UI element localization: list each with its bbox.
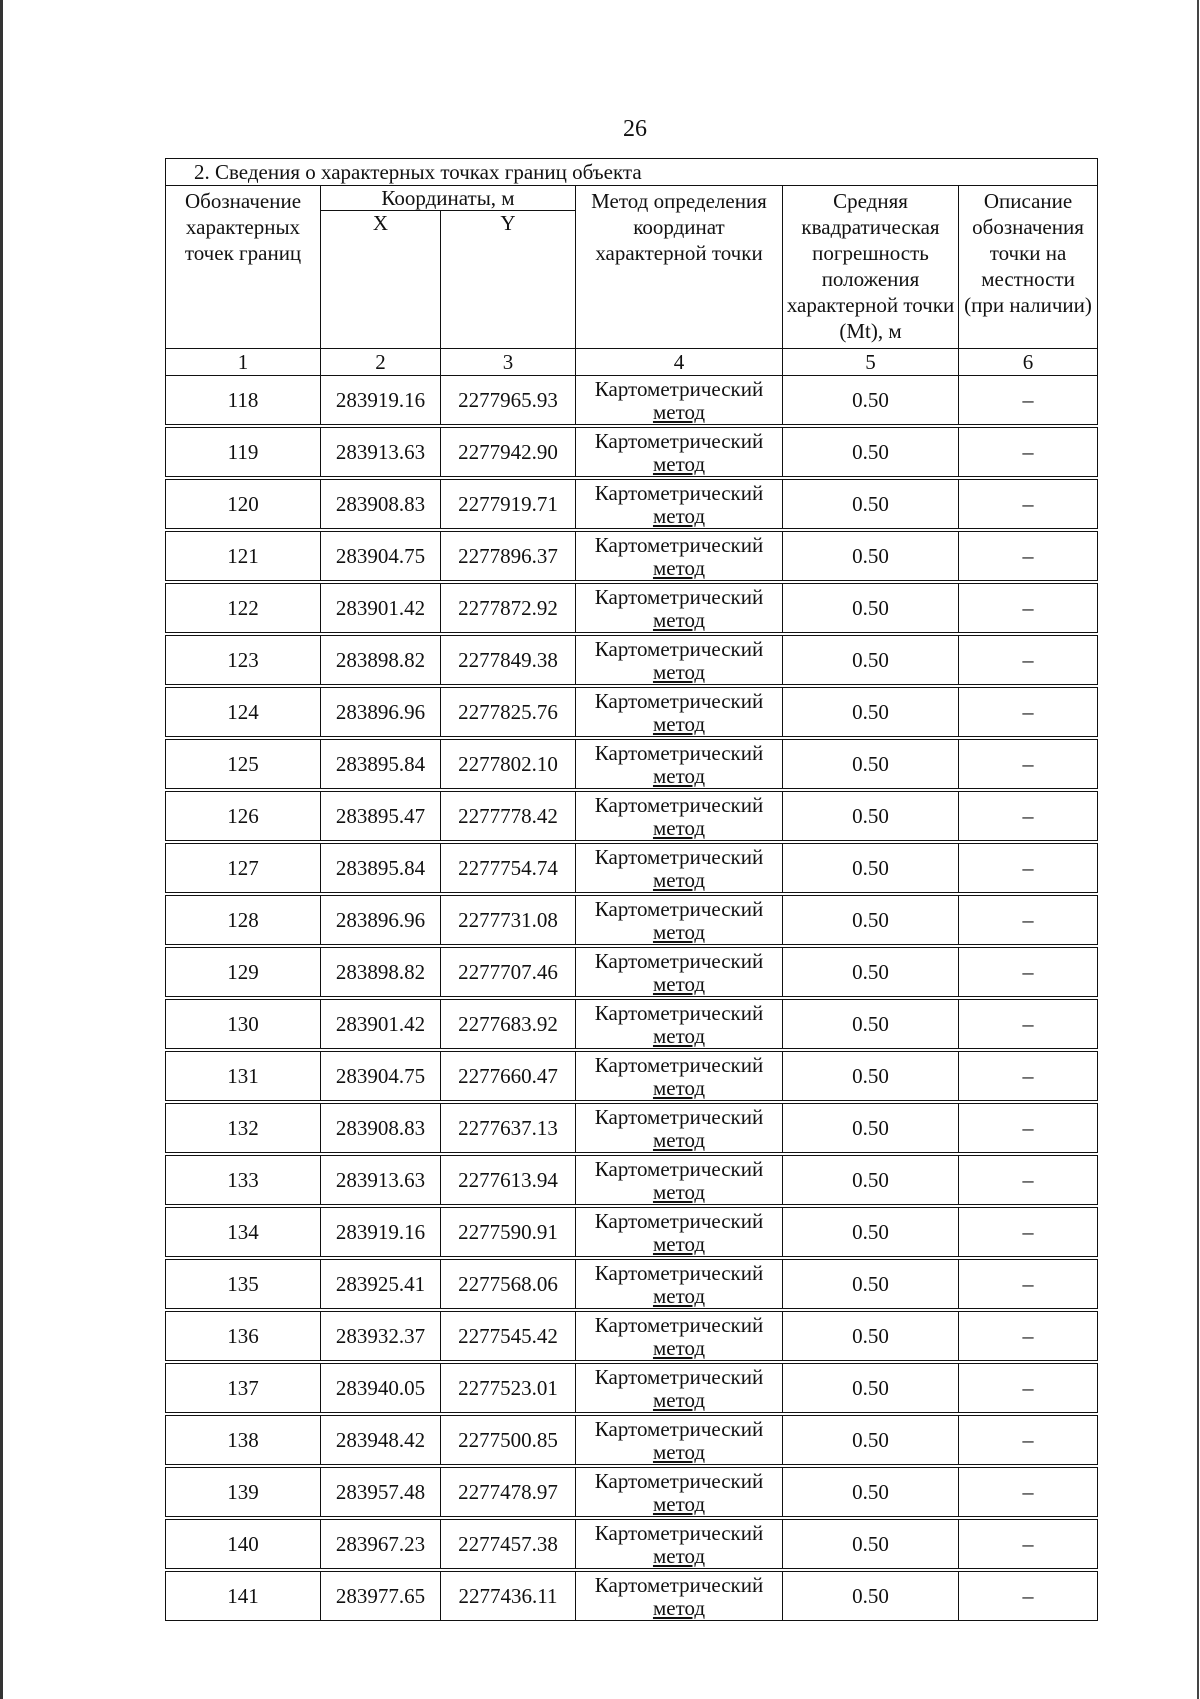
method-cell	[576, 688, 783, 737]
scan-edge-left	[0, 0, 3, 1699]
coord-y-cell: 2277942.90	[441, 428, 576, 477]
mt-cell: 0.50	[783, 1416, 959, 1465]
mt-cell: 0.50	[783, 1468, 959, 1517]
method-word-2: метод	[652, 1440, 706, 1464]
point-id-cell: 135	[166, 1260, 321, 1309]
mt-cell: 0.50	[783, 1364, 959, 1413]
coord-x-cell: 283895.84	[321, 844, 441, 893]
header-method: Метод определения координат характерной точки	[576, 186, 783, 349]
coord-x-cell: 283908.83	[321, 1104, 441, 1153]
table-row	[166, 428, 1098, 477]
coord-y-cell: 2277500.85	[441, 1416, 576, 1465]
method-cell	[576, 1208, 783, 1257]
table-row	[166, 1208, 1098, 1257]
method-word-2: метод	[652, 1336, 706, 1360]
method-cell	[576, 1104, 783, 1153]
description-cell: –	[959, 688, 1098, 737]
method-cell	[576, 1468, 783, 1517]
point-id-cell: 127	[166, 844, 321, 893]
description-cell: –	[959, 636, 1098, 685]
method-word-2: метод	[652, 1596, 706, 1620]
method-cell	[576, 792, 783, 841]
coord-x-cell: 283913.63	[321, 428, 441, 477]
method-word-1: Картометрический	[594, 637, 764, 661]
mt-cell: 0.50	[783, 740, 959, 789]
mt-cell: 0.50	[783, 428, 959, 477]
method-cell	[576, 1156, 783, 1205]
method-cell	[576, 740, 783, 789]
method-word-2: метод	[652, 972, 706, 996]
table-row	[166, 584, 1098, 633]
description-cell: –	[959, 948, 1098, 997]
coord-y-cell: 2277660.47	[441, 1052, 576, 1101]
column-number: 5	[783, 349, 959, 376]
description-cell: –	[959, 1000, 1098, 1049]
coord-x-cell: 283896.96	[321, 896, 441, 945]
column-number: 3	[441, 349, 576, 376]
method-word-1: Картометрический	[594, 1521, 764, 1545]
table-row	[166, 376, 1098, 425]
method-word-1: Картометрический	[594, 533, 764, 557]
coord-x-cell: 283967.23	[321, 1520, 441, 1569]
mt-cell: 0.50	[783, 1208, 959, 1257]
point-id-cell: 140	[166, 1520, 321, 1569]
method-word-2: метод	[652, 1180, 706, 1204]
coord-x-cell: 283919.16	[321, 1208, 441, 1257]
point-id-cell: 137	[166, 1364, 321, 1413]
table-row	[166, 1052, 1098, 1101]
table-row	[166, 948, 1098, 997]
method-word-1: Картометрический	[594, 741, 764, 765]
column-number: 6	[959, 349, 1098, 376]
method-cell	[576, 376, 783, 425]
method-word-2: метод	[652, 1492, 706, 1516]
coord-x-cell: 283948.42	[321, 1416, 441, 1465]
table-row	[166, 1260, 1098, 1309]
method-cell	[576, 428, 783, 477]
description-cell: –	[959, 1468, 1098, 1517]
method-word-1: Картометрический	[594, 949, 764, 973]
point-id-cell: 138	[166, 1416, 321, 1465]
method-word-2: метод	[652, 556, 706, 580]
scan-edge-right	[1197, 0, 1199, 1699]
method-word-2: метод	[652, 660, 706, 684]
coord-y-cell: 2277568.06	[441, 1260, 576, 1309]
method-cell	[576, 636, 783, 685]
point-id-cell: 119	[166, 428, 321, 477]
table-row	[166, 1572, 1098, 1621]
description-cell: –	[959, 1052, 1098, 1101]
method-word-1: Картометрический	[594, 1573, 764, 1597]
table-row	[166, 792, 1098, 841]
method-word-2: метод	[652, 816, 706, 840]
method-cell	[576, 1312, 783, 1361]
coord-y-cell: 2277637.13	[441, 1104, 576, 1153]
point-id-cell: 118	[166, 376, 321, 425]
coord-y-cell: 2277896.37	[441, 532, 576, 581]
description-cell: –	[959, 1312, 1098, 1361]
method-cell	[576, 1052, 783, 1101]
description-cell: –	[959, 1208, 1098, 1257]
mt-cell: 0.50	[783, 1260, 959, 1309]
coord-x-cell: 283940.05	[321, 1364, 441, 1413]
method-word-2: метод	[652, 1024, 706, 1048]
method-word-1: Картометрический	[594, 429, 764, 453]
method-cell	[576, 480, 783, 529]
table-row	[166, 896, 1098, 945]
mt-cell: 0.50	[783, 532, 959, 581]
column-number: 2	[321, 349, 441, 376]
description-cell: –	[959, 1260, 1098, 1309]
coord-x-cell: 283904.75	[321, 1052, 441, 1101]
description-cell: –	[959, 1416, 1098, 1465]
mt-cell: 0.50	[783, 844, 959, 893]
method-cell	[576, 896, 783, 945]
coord-y-cell: 2277825.76	[441, 688, 576, 737]
method-word-1: Картометрический	[594, 1209, 764, 1233]
coord-x-cell: 283977.65	[321, 1572, 441, 1621]
point-id-cell: 124	[166, 688, 321, 737]
coord-y-cell: 2277457.38	[441, 1520, 576, 1569]
header-error: Средняя квадратическая погрешность положения характерной точки (Mt), м	[783, 186, 959, 349]
coord-x-cell: 283957.48	[321, 1468, 441, 1517]
table-row	[166, 1312, 1098, 1361]
mt-cell: 0.50	[783, 1156, 959, 1205]
coord-x-cell: 283895.84	[321, 740, 441, 789]
point-id-cell: 130	[166, 1000, 321, 1049]
coord-y-cell: 2277849.38	[441, 636, 576, 685]
method-word-1: Картометрический	[594, 1053, 764, 1077]
point-id-cell: 132	[166, 1104, 321, 1153]
method-word-2: метод	[652, 504, 706, 528]
description-cell: –	[959, 1104, 1098, 1153]
method-word-1: Картометрический	[594, 1261, 764, 1285]
table-body	[166, 376, 1098, 1621]
coord-x-cell: 283904.75	[321, 532, 441, 581]
method-word-2: метод	[652, 608, 706, 632]
description-cell: –	[959, 844, 1098, 893]
method-word-1: Картометрический	[594, 689, 764, 713]
coord-x-cell: 283913.63	[321, 1156, 441, 1205]
method-word-2: метод	[652, 1232, 706, 1256]
coord-x-cell: 283919.16	[321, 376, 441, 425]
method-cell	[576, 1000, 783, 1049]
method-word-1: Картометрический	[594, 1105, 764, 1129]
method-word-1: Картометрический	[594, 1469, 764, 1493]
mt-cell: 0.50	[783, 1000, 959, 1049]
method-word-2: метод	[652, 1076, 706, 1100]
method-word-2: метод	[652, 452, 706, 476]
method-cell	[576, 532, 783, 581]
point-id-cell: 125	[166, 740, 321, 789]
method-word-2: метод	[652, 1128, 706, 1152]
coord-y-cell: 2277731.08	[441, 896, 576, 945]
method-word-2: метод	[652, 1284, 706, 1308]
point-id-cell: 134	[166, 1208, 321, 1257]
mt-cell: 0.50	[783, 636, 959, 685]
mt-cell: 0.50	[783, 1052, 959, 1101]
method-cell	[576, 844, 783, 893]
column-number: 4	[576, 349, 783, 376]
coord-y-cell: 2277613.94	[441, 1156, 576, 1205]
description-cell: –	[959, 584, 1098, 633]
point-id-cell: 126	[166, 792, 321, 841]
table-row	[166, 1520, 1098, 1569]
coord-y-cell: 2277778.42	[441, 792, 576, 841]
mt-cell: 0.50	[783, 896, 959, 945]
description-cell: –	[959, 1520, 1098, 1569]
method-word-1: Картометрический	[594, 377, 764, 401]
method-cell	[576, 1364, 783, 1413]
mt-cell: 0.50	[783, 1104, 959, 1153]
point-id-cell: 121	[166, 532, 321, 581]
table-row	[166, 636, 1098, 685]
method-word-1: Картометрический	[594, 897, 764, 921]
boundary-points-table	[165, 158, 1098, 1621]
method-word-2: метод	[652, 712, 706, 736]
point-id-cell: 131	[166, 1052, 321, 1101]
point-id-cell: 141	[166, 1572, 321, 1621]
description-cell: –	[959, 1364, 1098, 1413]
coord-x-cell: 283898.82	[321, 636, 441, 685]
coord-x-cell: 283925.41	[321, 1260, 441, 1309]
table-row	[166, 740, 1098, 789]
table-row	[166, 1468, 1098, 1517]
description-cell: –	[959, 480, 1098, 529]
coord-y-cell: 2277802.10	[441, 740, 576, 789]
coord-y-cell: 2277545.42	[441, 1312, 576, 1361]
table-caption: 2. Сведения о характерных точках границ объекта	[166, 159, 1098, 186]
method-cell	[576, 584, 783, 633]
description-cell: –	[959, 1572, 1098, 1621]
method-word-1: Картометрический	[594, 1001, 764, 1025]
column-number: 1	[166, 349, 321, 376]
method-cell	[576, 948, 783, 997]
method-word-1: Картометрический	[594, 1417, 764, 1441]
header-description: Описание обозначения точки на местности (при наличии)	[959, 186, 1098, 349]
boundary-points-table-wrap	[165, 158, 1097, 1621]
point-id-cell: 128	[166, 896, 321, 945]
coord-y-cell: 2277683.92	[441, 1000, 576, 1049]
point-id-cell: 136	[166, 1312, 321, 1361]
coord-y-cell: 2277478.97	[441, 1468, 576, 1517]
method-word-1: Картометрический	[594, 845, 764, 869]
table-row	[166, 1156, 1098, 1205]
table-row	[166, 480, 1098, 529]
coord-x-cell: 283895.47	[321, 792, 441, 841]
coord-x-cell: 283901.42	[321, 1000, 441, 1049]
coord-y-cell: 2277754.74	[441, 844, 576, 893]
method-word-1: Картометрический	[594, 1157, 764, 1181]
coord-x-cell: 283898.82	[321, 948, 441, 997]
header-x: X	[321, 211, 441, 349]
method-word-1: Картометрический	[594, 793, 764, 817]
description-cell: –	[959, 792, 1098, 841]
method-cell	[576, 1520, 783, 1569]
header-y: Y	[441, 211, 576, 349]
method-word-1: Картометрический	[594, 481, 764, 505]
mt-cell: 0.50	[783, 688, 959, 737]
table-row	[166, 1104, 1098, 1153]
method-word-2: метод	[652, 764, 706, 788]
description-cell: –	[959, 740, 1098, 789]
table-row	[166, 1364, 1098, 1413]
point-id-cell: 120	[166, 480, 321, 529]
mt-cell: 0.50	[783, 948, 959, 997]
method-word-2: метод	[652, 868, 706, 892]
point-id-cell: 129	[166, 948, 321, 997]
method-word-2: метод	[652, 400, 706, 424]
page-number: 26	[623, 116, 647, 142]
mt-cell: 0.50	[783, 376, 959, 425]
method-cell	[576, 1260, 783, 1309]
mt-cell: 0.50	[783, 480, 959, 529]
method-word-1: Картометрический	[594, 585, 764, 609]
point-id-cell: 123	[166, 636, 321, 685]
coord-y-cell: 2277523.01	[441, 1364, 576, 1413]
coord-x-cell: 283932.37	[321, 1312, 441, 1361]
description-cell: –	[959, 1156, 1098, 1205]
coord-y-cell: 2277965.93	[441, 376, 576, 425]
coord-y-cell: 2277919.71	[441, 480, 576, 529]
table-row	[166, 532, 1098, 581]
coord-y-cell: 2277436.11	[441, 1572, 576, 1621]
method-word-1: Картометрический	[594, 1313, 764, 1337]
coord-x-cell: 283896.96	[321, 688, 441, 737]
table-row	[166, 1416, 1098, 1465]
method-word-1: Картометрический	[594, 1365, 764, 1389]
description-cell: –	[959, 428, 1098, 477]
table-row	[166, 688, 1098, 737]
description-cell: –	[959, 376, 1098, 425]
coord-y-cell: 2277590.91	[441, 1208, 576, 1257]
table-row	[166, 844, 1098, 893]
mt-cell: 0.50	[783, 584, 959, 633]
mt-cell: 0.50	[783, 1572, 959, 1621]
description-cell: –	[959, 532, 1098, 581]
method-cell	[576, 1572, 783, 1621]
header-coordinates: Координаты, м	[321, 186, 576, 211]
mt-cell: 0.50	[783, 1312, 959, 1361]
description-cell: –	[959, 896, 1098, 945]
method-word-2: метод	[652, 1388, 706, 1412]
method-word-2: метод	[652, 1544, 706, 1568]
point-id-cell: 133	[166, 1156, 321, 1205]
header-designation: Обозначение характерных точек границ	[166, 186, 321, 349]
table-row	[166, 1000, 1098, 1049]
method-cell	[576, 1416, 783, 1465]
point-id-cell: 122	[166, 584, 321, 633]
method-word-2: метод	[652, 920, 706, 944]
coord-y-cell: 2277707.46	[441, 948, 576, 997]
point-id-cell: 139	[166, 1468, 321, 1517]
mt-cell: 0.50	[783, 1520, 959, 1569]
coord-x-cell: 283901.42	[321, 584, 441, 633]
mt-cell: 0.50	[783, 792, 959, 841]
coord-x-cell: 283908.83	[321, 480, 441, 529]
coord-y-cell: 2277872.92	[441, 584, 576, 633]
